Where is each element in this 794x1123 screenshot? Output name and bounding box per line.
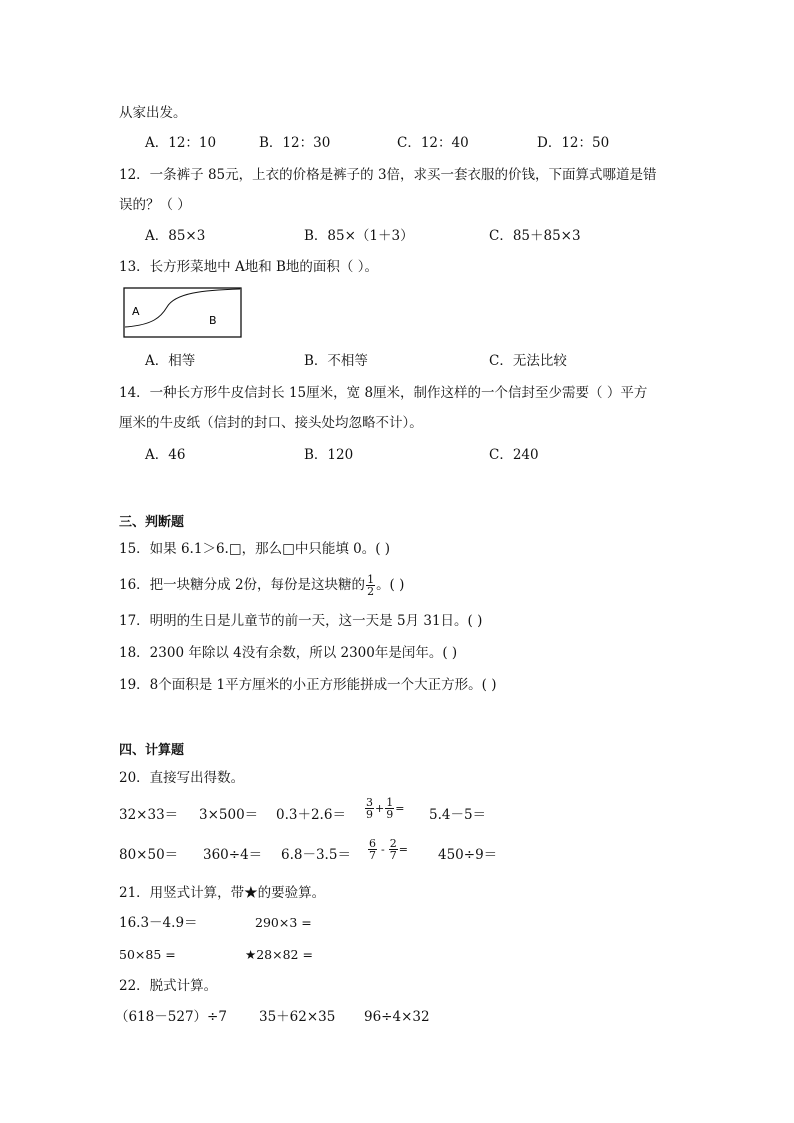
- section-3-heading: 三、判断题: [119, 515, 185, 530]
- q13-text: 13．长方形菜地中 A地和 B地的面积（ ）。: [119, 259, 378, 275]
- q20-r1-1: 32×33＝: [119, 807, 179, 823]
- denominator: 9: [386, 808, 394, 821]
- denominator: 9: [366, 808, 373, 821]
- q12-line1: 12．一条裤子 85元，上衣的价格是裤子的 3倍，求买一套衣服的价钱，下面算式哪道是错: [119, 167, 657, 183]
- q18: 18．2300 年除以 4没有余数，所以 2300年是闰年。( ): [119, 645, 458, 661]
- q14-option-b: B．120: [304, 447, 354, 463]
- q20-r2-5: 450÷9＝: [438, 847, 498, 863]
- q16-numerator: 1: [367, 573, 375, 586]
- q20-r1-fraction-expr: [364, 797, 404, 820]
- q21-item-1: 16.3－4.9＝: [119, 915, 198, 931]
- numerator: 3: [366, 796, 373, 809]
- q11-option-b: B．12：30: [259, 135, 331, 151]
- q21-title: 21．用竖式计算，带★的要验算。: [119, 885, 326, 901]
- denominator: 7: [369, 849, 376, 862]
- q11-option-c: C．12：40: [397, 135, 469, 151]
- q13-option-c: C．无法比较: [489, 353, 567, 369]
- q22-title: 22．脱式计算。: [119, 978, 218, 994]
- q21-item-2: 290×3 =: [255, 915, 312, 930]
- q11-option-a: A．12：10: [145, 135, 217, 151]
- q20-frac1-b: [385, 797, 394, 820]
- q12-option-c: C．85＋85×3: [489, 228, 581, 244]
- q14-option-c: C．240: [489, 447, 539, 463]
- q12-option-a: A．85×3: [145, 228, 206, 244]
- equals: =: [395, 802, 405, 815]
- q13-option-a: A．相等: [145, 353, 196, 369]
- q20-frac2-a: [368, 838, 377, 861]
- operator: +: [375, 802, 385, 815]
- numerator: 1: [386, 796, 394, 809]
- q14-line1: 14．一种长方形牛皮信封长 15厘米，宽 8厘米，制作这样的一个信封至少需要（ ）平方: [119, 385, 648, 401]
- q16-fraction: [366, 574, 375, 597]
- label-b: B: [209, 314, 217, 327]
- q22-item-1: （618－527）÷7: [115, 1009, 227, 1025]
- q11-tail: 从家出发。: [119, 105, 187, 121]
- q15: 15．如果 6.1＞6.□，那么□中只能填 0。( ): [119, 541, 391, 557]
- q14-option-a: A．46: [145, 447, 186, 463]
- field-rectangle: [124, 288, 241, 337]
- q16-denominator: 2: [367, 585, 375, 598]
- label-a: A: [132, 305, 140, 318]
- q13-option-b: B．不相等: [304, 353, 368, 369]
- q12-line2: 误的？（ ）: [119, 197, 191, 213]
- equals: =: [398, 843, 408, 856]
- operator: -: [381, 843, 385, 856]
- q20-frac1-a: [365, 797, 374, 820]
- q16-blank: 。( ): [376, 577, 405, 593]
- q19: 19．8个面积是 1平方厘米的小正方形能拼成一个大正方形。( ): [119, 677, 497, 693]
- q20-r2-3: 6.8－3.5＝: [281, 847, 351, 863]
- q16-text: 16．把一块糖分成 2份，每份是这块糖的: [119, 577, 366, 593]
- q22-item-2: 35＋62×35: [259, 1009, 336, 1025]
- q20-r1-2: 3×500＝: [199, 807, 259, 823]
- q13-field-diagram: [123, 287, 243, 339]
- q20-r2-1: 80×50＝: [119, 847, 179, 863]
- numerator: 6: [369, 837, 376, 850]
- q20-title: 20．直接写出得数。: [119, 770, 245, 786]
- q16: [119, 574, 404, 597]
- q20-r2-2: 360÷4＝: [203, 847, 263, 863]
- q14-line2: 厘米的牛皮纸（信封的封口、接头处均忽略不计）。: [119, 415, 423, 431]
- numerator: 2: [389, 837, 397, 850]
- q21-item-4: ★28×82 =: [245, 947, 313, 962]
- q20-r2-fraction-expr: [367, 838, 408, 861]
- q20-frac2-b: [389, 838, 398, 861]
- q21-item-3: 50×85 =: [119, 947, 176, 962]
- q20-r1-3: 0.3＋2.6＝: [276, 807, 346, 823]
- q20-r1-5: 5.4－5＝: [429, 807, 487, 823]
- q22-item-3: 96÷4×32: [364, 1009, 430, 1025]
- q11-option-d: D．12：50: [537, 135, 610, 151]
- section-4-heading: 四、计算题: [119, 743, 185, 758]
- q12-option-b: B．85×（1＋3）: [304, 228, 414, 244]
- q17: 17．明明的生日是儿童节的前一天，这一天是 5月 31日。( ): [119, 613, 483, 629]
- denominator: 7: [389, 849, 397, 862]
